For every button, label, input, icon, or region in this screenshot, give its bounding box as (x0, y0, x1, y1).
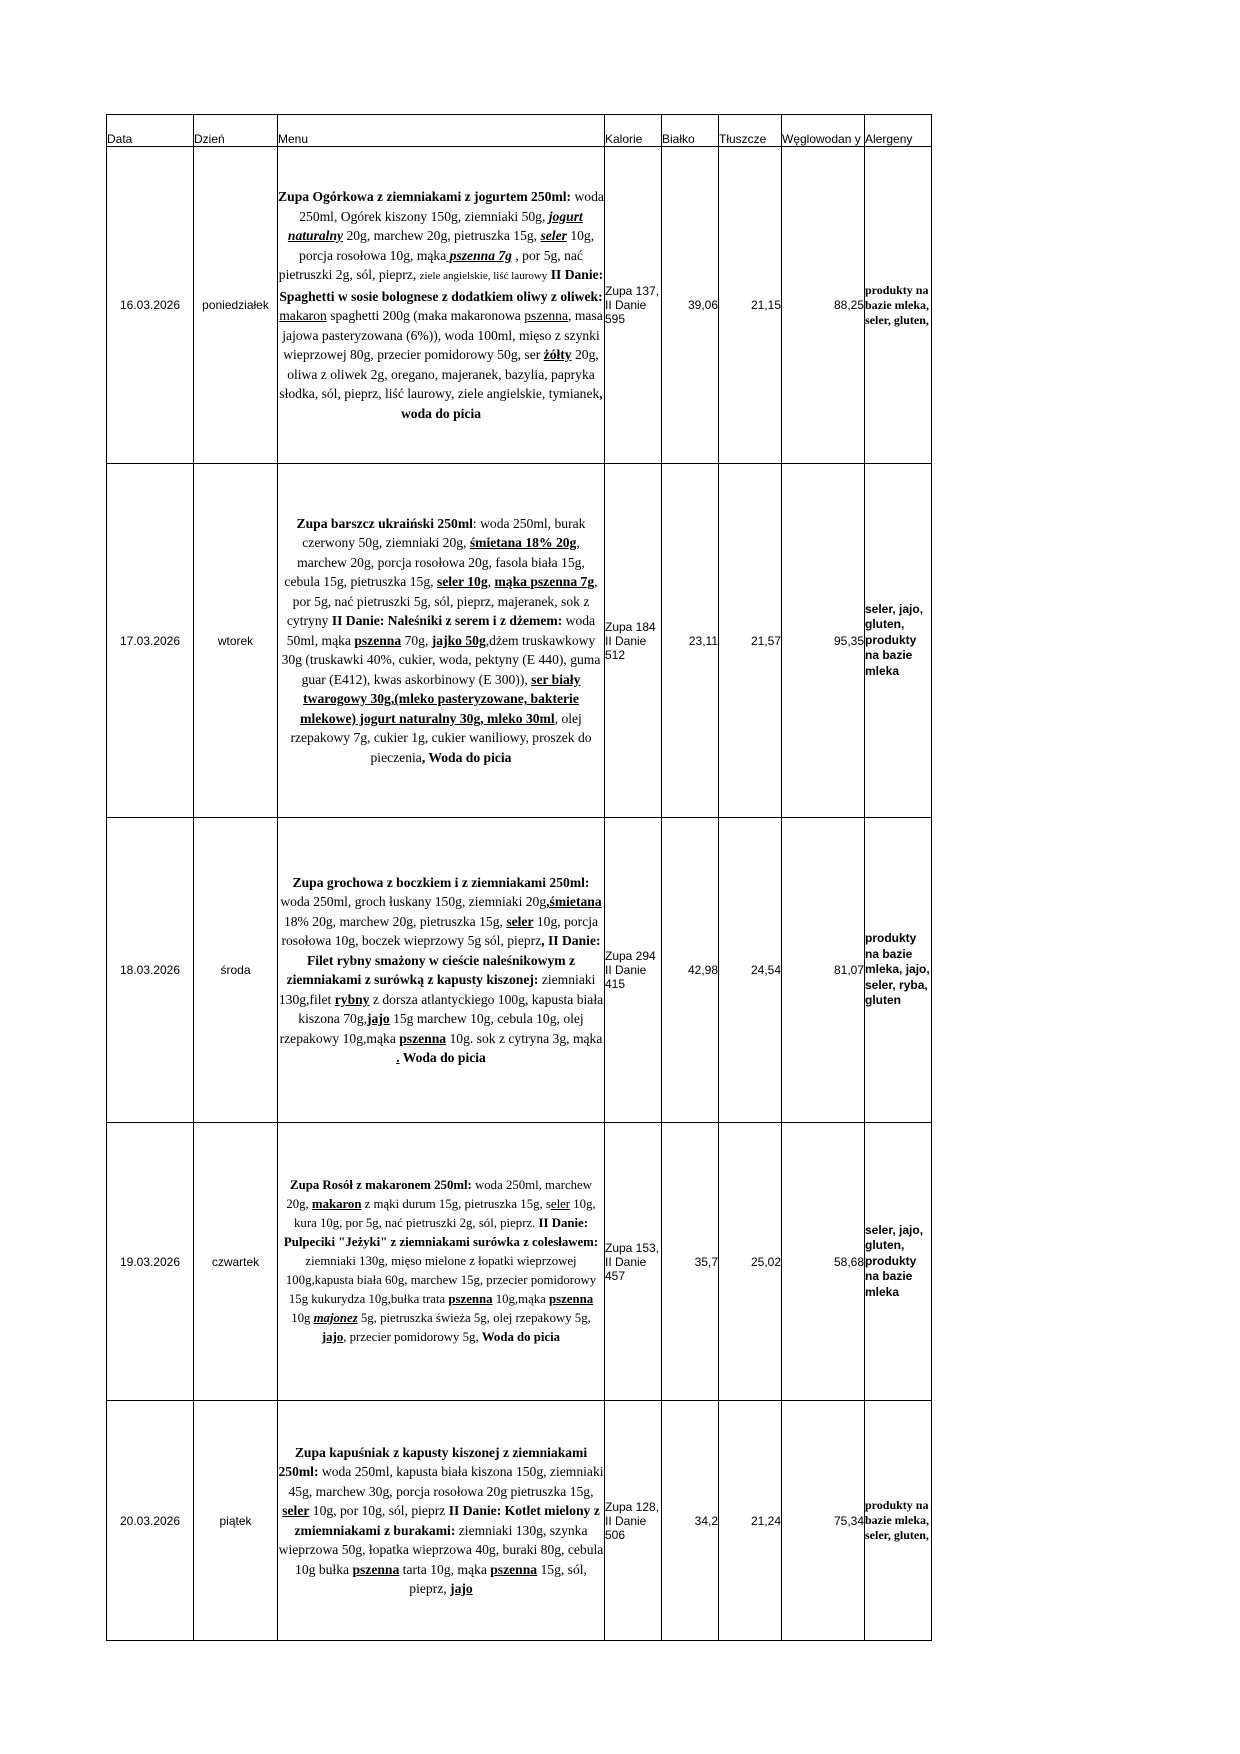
menu-text-segment: ziele angielskie, liść laurowy (419, 270, 548, 282)
protein-cell: 42,98 (662, 818, 719, 1123)
menu-text-segment: pszenna (549, 1292, 594, 1306)
table-row (107, 1123, 932, 1401)
carbs-cell: 95,35 (782, 464, 865, 818)
table-row (107, 464, 932, 818)
menu-text-segment: pszenna (448, 1292, 493, 1306)
menu-text-segment: tarta 10g, mąka (399, 1561, 491, 1577)
menu-text-segment: woda 250ml, Ogórek kiszony 150g, ziemniaki 50g, (299, 189, 604, 224)
menu-text-segment: Woda do picia (399, 1050, 486, 1065)
fat-cell: 21,24 (719, 1401, 782, 1641)
menu-text-segment: Zupa Ogórkowa z ziemniakami z jogurtem 250ml: (278, 189, 572, 204)
date-cell: 18.03.2026 (107, 818, 194, 1123)
carbs-cell: 75,34 (782, 1401, 865, 1641)
menu-text-segment: seler (506, 913, 534, 929)
menu-text-segment: jajo (367, 1011, 390, 1026)
menu-text-segment: makaron (279, 308, 327, 323)
menu-text-segment: z mąki durum 15g, pietruszka 15g, s (361, 1197, 551, 1211)
menu-text-segment: spaghetti 200g (maka makaronowa (326, 308, 525, 323)
menu-text-segment: z dorsza atlantyckiego 100g, kapusta biała kiszona 70g, (298, 991, 604, 1026)
menu-text-segment: , Woda do picia (421, 749, 512, 765)
date-cell: 20.03.2026 (107, 1401, 194, 1641)
menu-text-segment: ziemniaki 130g, mięso mielone z łopatki wieprzowej 100g,kapusta biała 60g, marchew 15g, przecier pomidorowy 15g kukurydza 10g,bułka trata (285, 1254, 597, 1306)
menu-text-segment: 10g, porcja rosołowa 10g, mąka (299, 228, 595, 263)
menu-text-segment: , II Danie: Filet rybny smażony w cieście naleśnikowym z ziemniakami z surówką z kapusty kiszonej: (286, 933, 601, 987)
menu-text-segment: , masa jajowa pasteryzowana (6%)), woda 100ml, mięso z szynki wieprzowej 80g, przecier pomidorowy 50g, ser (282, 308, 603, 362)
menu-text-segment: żółty (543, 347, 572, 362)
menu-text-segment: ,dżem truskawkowy 30g (truskawki 40%, cukier, woda, pektyny (E 440), guma guar (E412), kwas askorbinowy (E 300)), (281, 632, 601, 687)
menu-text-segment: Zupa barszcz ukraiński 250ml (296, 515, 473, 531)
menu-text-segment: 18% 20g, marchew 20g, pietruszka 15g, (283, 913, 507, 929)
menu-text-segment: II Danie: Naleśniki z serem i z dżemem: (331, 613, 563, 629)
allergens-cell: produkty na bazie mleka, seler, gluten, (865, 1401, 932, 1641)
day-cell: wtorek (194, 464, 278, 818)
allergens-cell: produkty na bazie mleka, seler, gluten, (865, 147, 932, 464)
header-data: Data (107, 115, 194, 147)
fat-cell: 24,54 (719, 818, 782, 1123)
protein-cell: 35,7 (662, 1123, 719, 1401)
calories-cell: Zupa 137, II Danie 595 (605, 147, 662, 464)
day-cell: czwartek (194, 1123, 278, 1401)
allergens-cell: seler, jajo, gluten, produkty na bazie mleka (865, 1123, 932, 1401)
menu-text-segment: ziemniaki 130g,filet (278, 972, 596, 1007)
day-cell: piątek (194, 1401, 278, 1641)
day-cell: poniedziałek (194, 147, 278, 464)
menu-text-segment: Zupa grochowa z boczkiem i z ziemniakami 250ml: (292, 874, 590, 890)
menu-text-segment: Zupa Rosół z makaronem 250ml: (290, 1178, 472, 1192)
allergens-cell: produkty na bazie mleka, jajo, seler, ryba, gluten (865, 818, 932, 1123)
menu-text-segment: , olej rzepakowy 7g, cukier 1g, cukier waniliowy, proszek do pieczenia (290, 710, 592, 765)
menu-text-segment: 10g. sok z cytryna 3g, mąka (446, 1030, 603, 1046)
menu-text-segment: 10g, por 10g, sól, pieprz (309, 1503, 449, 1518)
date-cell: 16.03.2026 (107, 147, 194, 464)
menu-text-segment: , por 5g, nać pietruszki 5g, sól, pieprz, majeranek, sok z cytryny (286, 574, 598, 629)
menu-text-segment: . (396, 1050, 400, 1065)
menu-text-segment: mąka pszenna 7g (494, 574, 595, 590)
menu-text-segment: jajo (450, 1581, 473, 1596)
menu-text-segment: 10g, porcja rosołowa 10g, boczek wieprzowy 5g sól, pieprz (281, 913, 599, 948)
menu-cell (278, 1123, 605, 1401)
menu-text-segment: 70g, (401, 632, 432, 648)
meal-plan-table (106, 114, 932, 1641)
menu-text-segment: , por 5g, nać pietruszki 2g, sól, pieprz, (278, 247, 583, 282)
menu-text-segment: woda 50ml, mąka (286, 613, 596, 648)
menu-text-segment: ziemniaki 130g, szynka wieprzowa 50g, łopatka wieprzowa 40g, buraki 80g, cebula 10g bułka (278, 1522, 604, 1577)
fat-cell: 25,02 (719, 1123, 782, 1401)
menu-text-segment: pszenna 7g (446, 247, 512, 263)
protein-cell: 39,06 (662, 147, 719, 464)
menu-text-segment: 10g,mąka (492, 1292, 550, 1306)
table-row (107, 1401, 932, 1641)
menu-text-segment: 15g, sól, pieprz, (409, 1561, 587, 1596)
menu-text-segment: jajko 50g (431, 632, 486, 648)
menu-text-segment: majonez (313, 1311, 358, 1325)
menu-text-segment: Woda do picia (481, 1330, 561, 1344)
fat-cell: 21,15 (719, 147, 782, 464)
menu-text-segment: , marchew 20g, porcja rosołowa 20g, fasola biała 15g, cebula 15g, pietruszka 15g, (284, 535, 585, 590)
menu-text-segment: jajo (321, 1330, 344, 1344)
carbs-cell: 81,07 (782, 818, 865, 1123)
menu-text-segment: pszenna (354, 632, 402, 648)
header-kalorie: Kalorie (605, 115, 662, 147)
header-bialko: Białko (662, 115, 719, 147)
carbs-cell: 58,68 (782, 1123, 865, 1401)
table-row (107, 818, 932, 1123)
menu-text-segment: II Danie: Kotlet mielony z zmiemniakami z burakami: (294, 1503, 600, 1538)
menu-text-segment: , woda do picia (400, 386, 603, 421)
menu-text-segment: eler (550, 1197, 571, 1211)
menu-text-segment: woda 250ml, marchew 20g, (286, 1178, 592, 1211)
menu-text-segment: II Danie: Spaghetti w sosie bolognese z dodatkiem oliwy z oliwek: (279, 267, 604, 304)
menu-text-segment: pszenna (399, 1030, 447, 1046)
header-alergeny: Alergeny (865, 115, 932, 147)
menu-text-segment: seler 10g (436, 574, 488, 590)
menu-text-segment: 20g, marchew 20g, pietruszka 15g, (343, 228, 541, 243)
day-cell: środa (194, 818, 278, 1123)
menu-cell (278, 818, 605, 1123)
menu-text-segment: woda 250ml, kapusta biała kiszona 150g, ziemniaki 45g, marchew 30g, porcja rosołowa 20g pietruszka 15g, (288, 1464, 604, 1499)
date-cell: 17.03.2026 (107, 464, 194, 818)
header-dzien: Dzień (194, 115, 278, 147)
menu-cell (278, 464, 605, 818)
menu-cell (278, 1401, 605, 1641)
menu-text-segment: , przecier pomidorowy 5g, (343, 1330, 482, 1344)
allergens-cell: seler, jajo, gluten, produkty na bazie mleka (865, 464, 932, 818)
menu-text-segment: Zupa kapuśniak z kapusty kiszonej z ziemniakami 250ml: (278, 1444, 588, 1479)
header-weglowodany: Węglowodan y (782, 115, 865, 147)
menu-text-segment: II Danie: Pulpeciki "Jeżyki" z ziemniakami surówka z colesławem: (283, 1216, 599, 1249)
carbs-cell: 88,25 (782, 147, 865, 464)
date-cell: 19.03.2026 (107, 1123, 194, 1401)
menu-text-segment: makaron (311, 1197, 362, 1211)
menu-text-segment: 5g, pietruszka świeża 5g, olej rzepakowy 5g, (357, 1311, 591, 1325)
protein-cell: 34,2 (662, 1401, 719, 1641)
calories-cell: Zupa 184 II Danie 512 (605, 464, 662, 818)
menu-text-segment: pszenna (524, 308, 569, 323)
menu-text-segment: rybny (334, 991, 370, 1007)
menu-text-segment: pszenna (352, 1561, 400, 1577)
menu-text-segment: woda 250ml, groch łuskany 150g, ziemniaki 20g (280, 894, 547, 909)
menu-text-segment: 10g (291, 1311, 314, 1325)
calories-cell: Zupa 128, II Danie 506 (605, 1401, 662, 1641)
header-menu: Menu (278, 115, 605, 147)
menu-text-segment: : woda 250ml, burak czerwony 50g, ziemniaki 20g, (302, 515, 586, 551)
protein-cell: 23,11 (662, 464, 719, 818)
menu-text-segment: , (487, 574, 495, 590)
calories-cell: Zupa 294 II Danie 415 (605, 818, 662, 1123)
menu-text-segment: jogurt naturalny (287, 208, 583, 243)
menu-text-segment: 15g marchew 10g, cebula 10g, olej rzepakowy 10g,mąka (279, 1011, 584, 1046)
header-tluszcze: Tłuszcze (719, 115, 782, 147)
menu-text-segment: ser biały twarogowy 30g,(mleko pasteryzowane, bakterie mlekowe) jogurt naturalny 30g, mleko 30ml (300, 671, 581, 726)
calories-cell: Zupa 153, II Danie 457 (605, 1123, 662, 1401)
menu-text-segment: ,śmietana (546, 894, 602, 909)
menu-text-segment: 20g, oliwa z oliwek 2g, oregano, majeranek, bazylia, papryka słodka, sól, pieprz, liść laurowy, ziele angielskie, tymianek (279, 347, 600, 401)
table-row (107, 147, 932, 464)
menu-text-segment: seler (540, 228, 567, 243)
menu-cell (278, 147, 605, 464)
menu-text-segment: seler (282, 1503, 310, 1518)
menu-text-segment: śmietana 18% 20g (469, 535, 577, 551)
header-row (107, 115, 932, 147)
fat-cell: 21,57 (719, 464, 782, 818)
menu-text-segment: pszenna (490, 1561, 538, 1577)
menu-text-segment: 10g, kura 10g, por 5g, nać pietruszki 2g, sól, pieprz. (294, 1197, 596, 1230)
